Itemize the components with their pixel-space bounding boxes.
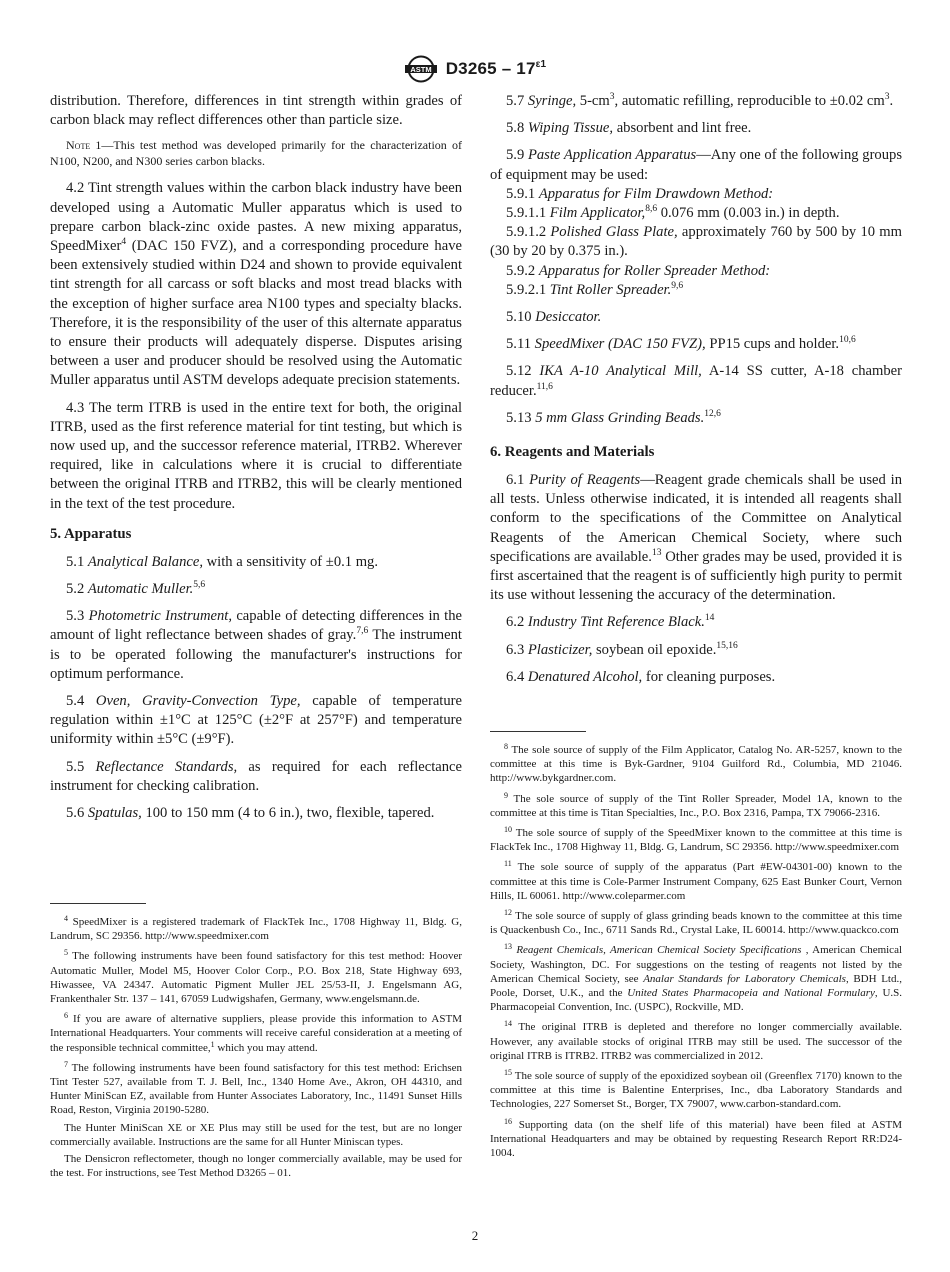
page-header xyxy=(0,52,950,86)
section-5-11: 5.11 SpeedMixer (DAC 150 FVZ), PP15 cups and holder.$^{10,6}$ xyxy=(506,335,856,353)
section-5-9-2: 5.9.2 Apparatus for Roller Spreader Method: xyxy=(506,262,771,279)
section-6-1: 6.1 Purity of Reagents—Reagent grade chemicals shall be used in all tests. Unless otherwise indicated, it is intended all reagents shall conform to the specifications of the Committee on Analytical Reagents of the American Chemical Society, where such specifications are available.$^{13}$ Other grades may be used, provided it is first ascertained that the reagent is of sufficiently high purity to permit its use without lessening the accuracy of the determination. xyxy=(490,472,903,604)
footnote-7: $^7$ The following instruments have been found satisfactory for this test method: Erichsen Tint Tester 527, available from T. J. Bell, Inc., 1340 Home Ave., Akron, OH 44310, and Hunter MiniScan EZ, available from Hunter Associates Laboratory, Inc., 11491 Sunset Hills Road, Reston, Virginia 20190-5280. xyxy=(50,1059,462,1117)
section-6-2: 6.2 Industry Tint Reference Black.$^{14}$ xyxy=(506,613,715,631)
footnote-4: $^4$ SpeedMixer is a registered trademark of FlackTek Inc., 1708 Highway 11, Bldg. G, Landrum, SC 29356. http://www.speedmixer.com xyxy=(50,914,462,943)
document-designation: $D3265 - 17^{\varepsilon 1}$ xyxy=(445,59,547,78)
footnote-13: $^{13}$ Reagent Chemicals, American Chemical Society Specifications , American Chemical Society, Washington, DC. For suggestions on the testing of reagents not listed by the American Chemical Society, see Analar Standards for Laboratory Chemicals, BDH Ltd., Poole, Dorset, U.K., and the United States Pharmacopeia and National Formulary, U.S. Pharmacopeial Convention, Inc. (USPC), Rockville, MD. xyxy=(490,942,903,1014)
note-1: Note 1—This test method was developed primarily for the characterization of N100, N200, and N300 series carbon blacks. xyxy=(50,138,462,168)
section-5-6: 5.6 Spatulas, 100 to 150 mm (4 to 6 in.), two, flexible, tapered. xyxy=(66,805,435,822)
section-4-3: 4.3 The term ITRB is used in the entire text for both, the original ITRB, used as the first reference material for tint testing, but which is now used up, and the successor reference material, ITRB2. Wherever required, like in calculations where it is crucial to differentiate between the original ITRB and ITRB2, this will be clearly mentioned in the text of the test procedure. xyxy=(50,399,462,512)
right-column xyxy=(490,92,902,695)
section-5-9: 5.9 Paste Application Apparatus—Any one of the following groups of equipment may be used: xyxy=(490,147,902,183)
footnotes-right xyxy=(490,731,902,1163)
footnote-16: $^{16}$ Supporting data (on the shelf life of this material) have been filed at ASTM International Headquarters and may be obtained by requesting Research Report RR:D24-1004. xyxy=(490,1116,902,1160)
footnote-6: $^6$ If you are aware of alternative suppliers, please provide this information to ASTM International Headquarters. Your comments will receive careful consideration at a meeting of the responsible technical committee,$^1$ which you may attend. xyxy=(50,1011,462,1054)
left-column xyxy=(50,92,462,831)
footnote-10: $^{10}$ The sole source of supply of the SpeedMixer known to the committee at this time is FlackTek Inc., 1708 Highway 11, Bldg. G, Landrum, SC 29356. http://www.speedmixer.com xyxy=(490,825,902,854)
section-6-3: 6.3 Plasticizer, soybean oil epoxide.$^{15,16}$ xyxy=(506,640,738,658)
footnote-7-hunter: The Hunter MiniScan XE or XE Plus may still be used for the test, but are no longer commercially available. Instructions are the same for all Hunter Miniscan types. xyxy=(50,1121,462,1148)
section-5-1: 5.1 Analytical Balance, with a sensitivity of ±0.1 mg. xyxy=(66,553,379,570)
section-5-9-1: 5.9.1 Apparatus for Film Drawdown Method: xyxy=(506,185,774,202)
section-4-2: 4.2 Tint strength values within the carbon black industry have been developed using a Automatic Muller apparatus which is used to prepare carbon black-zinc oxide pastes. A new mixing apparatus, SpeedMixer$^4$ (DAC 150 FVZ), and a corresponding procedure have been extensively studied within D24 and shown to provide equivalent tint strength for all carcass or soft blacks and most tread blacks with the exception of higher surface area N100 types and specialty blacks. Therefore, it is the responsibility of the user of this alternate apparatus to ensure their products will adequately disperse. Disputes arising between a user and producer should be resolved using the Automatic Muller apparatus until ASTM develops adequate precision statements. xyxy=(50,180,462,389)
footnote-9: $^9$ The sole source of supply of the Tint Roller Spreader, Model 1A, known to the committee at this time is Titan Specialties, Inc., P.O. Box 2316, Pampa, TX 79066-2316. xyxy=(490,790,902,819)
section-5-7: 5.7 Syringe, $5-cm^3$, automatic refilling, reproducible to ±0.02 $cm^3$. xyxy=(506,92,894,109)
section-6-4: 6.4 Denatured Alcohol, for cleaning purposes. xyxy=(506,668,776,685)
footnote-8: $^8$ The sole source of supply of the Film Applicator, Catalog No. AR-5257, known to the committee at this time is Byk-Gardner, 9104 Guilford Rd., Columbia, MD 21046. http://www.bykgardner.com. xyxy=(490,742,902,785)
footnote-15: $^{15}$ The sole source of supply of the epoxidized soybean oil (Greenflex 7170) known to the committee at this time is Balentine Enterprises, Inc., dba Laboratory Standards and Technologies, 227 Somerset St., Borger, TX 79007, www.carbon-standard.com. xyxy=(490,1068,902,1111)
heading-apparatus: 5. Apparatus xyxy=(50,525,132,542)
footnotes-left xyxy=(50,903,462,1183)
heading-reagents: 6. Reagents and Materials xyxy=(490,444,655,461)
footnote-5: $^5$ The following instruments have been found satisfactory for this test method: Hoover Automatic Muller, Model M5, Hoover Color Corp., P.O. Box 218, State Highway 693, Hiwassee, VA 24347. Automatic Pigment Muller JEL 25/53-II, J. Engelsmann AG, Frankenthaler Str. 137 – 141, 67059 Ludwigshafen, Germany, www.engelsmann.de. xyxy=(50,948,462,1006)
paragraph-continuation: distribution. Therefore, differences in tint strength within grades of carbon black may reflect differences other than particle size. xyxy=(50,93,462,129)
footnote-12: $^{12}$ The sole source of supply of glass grinding beads known to the committee at this time is Quackenbush Co., Inc., 6711 Sands Rd., Crystal Lake, IL 60014. http://www.quackco.com xyxy=(490,908,902,937)
section-5-9-1-1: 5.9.1.1 Film Applicator,$^{8,6}$ 0.076 mm (0.003 in.) in depth. xyxy=(506,204,840,222)
section-5-5: 5.5 Reflectance Standards, as required for each reflectance instrument for checking calibration. xyxy=(50,758,463,794)
astm-logo-icon xyxy=(404,55,438,83)
section-5-13: 5.13 5 mm Glass Grinding Beads.$^{12,6}$ xyxy=(506,408,721,426)
section-5-10: 5.10 Desiccator. xyxy=(506,309,602,326)
section-5-4: 5.4 Oven, Gravity-Convection Type, capable of temperature regulation within ±1°C at 125°C (±2°F at 257°F) and temperature uniformity within ±5°C (±9°F). xyxy=(50,693,462,748)
footnote-7-densicron: The Densicron reflectometer, though no longer commercially available, may be used for the test. For instructions, see Test Method D3265 – 01. xyxy=(50,1153,462,1180)
section-5-8: 5.8 Wiping Tissue, absorbent and lint free. xyxy=(506,120,752,137)
section-5-12: 5.12 IKA A-10 Analytical Mill, A-14 SS cutter, A-18 chamber reducer.$^{11,6}$ xyxy=(490,363,903,399)
footnote-14: $^{14}$ The original ITRB is depleted and therefore no longer commercially available. However, any available stocks of original ITRB may still be used. The successor of the original ITRB is ITRB2. ITRB2 was commercialized in 2012. xyxy=(490,1019,902,1062)
section-5-9-1-2: 5.9.1.2 Polished Glass Plate, approximately 760 by 500 by 10 mm (30 by 20 by 0.375 in.). xyxy=(490,224,902,260)
section-5-9-2-1: 5.9.2.1 Tint Roller Spreader.$^{9,6}$ xyxy=(506,280,684,298)
section-5-3: 5.3 Photometric Instrument, capable of detecting differences in the amount of light reflectance between shades of gray.$^{7,6}$ The instrument is to be operated following the manufacturer's instructions for optimum performance. xyxy=(50,608,462,682)
footnote-11: $^{11}$ The sole source of supply of the apparatus (Part #EW-04301-00) known to the committee at this time is Cole-Parmer Instrument Company, 625 East Bunker Court, Vernon Hills, IL 60061. http://www.coleparmer.com xyxy=(490,859,902,902)
section-5-2: 5.2 Automatic Muller.$^{5,6}$ xyxy=(66,580,206,598)
astm-logo-text: ASTM xyxy=(410,64,432,74)
page-number: 2 xyxy=(471,1228,479,1243)
